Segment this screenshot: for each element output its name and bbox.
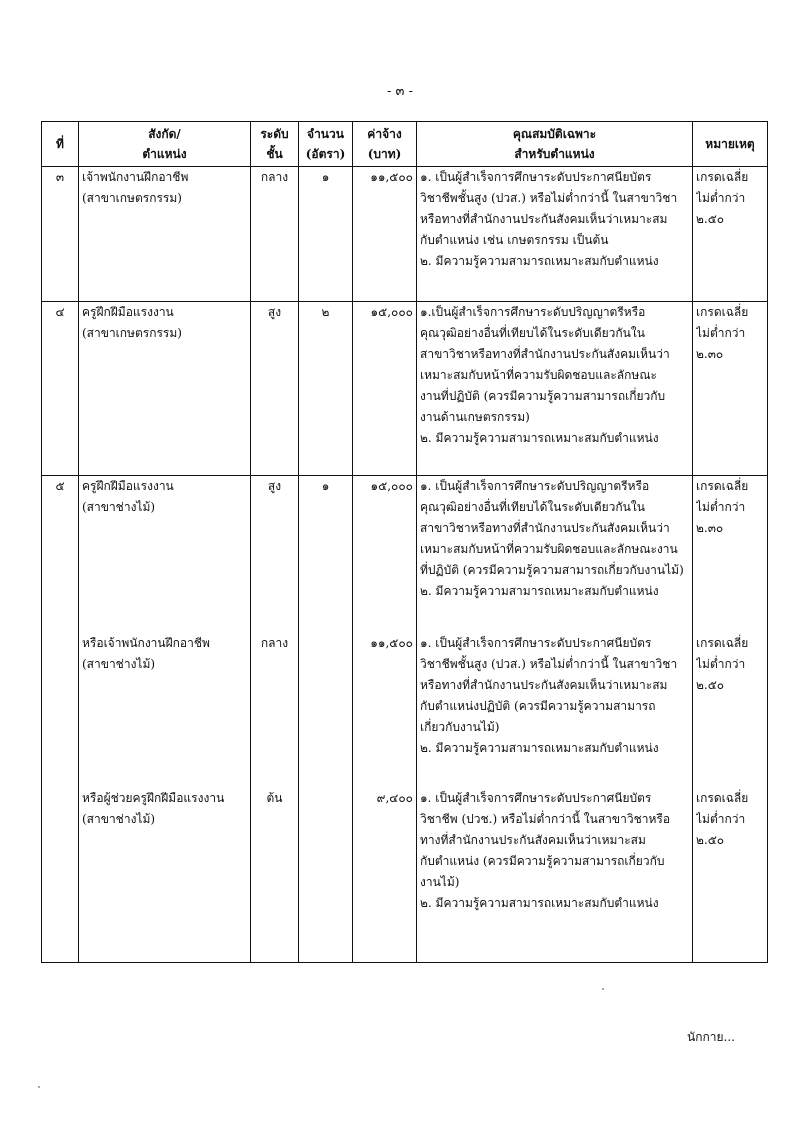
row-no: ๓ bbox=[42, 167, 79, 302]
scan-speck bbox=[38, 1086, 40, 1088]
row-level: ต้น bbox=[251, 788, 299, 963]
header-remark: หมายเหตุ bbox=[693, 122, 768, 167]
row-qualification: ๑.เป็นผู้สำเร็จการศึกษาระดับปริญญาตรีหรือ คุณวุฒิอย่างอื่นที่เทียบได้ในระดับเดียวกันใน สาขาวิชาหรือทางที่สำนักงานประกันสังคมเห็นว่า เหมาะสมกับหน้าที่ความรับผิดชอบและลักษณะ งานที่ปฏิบัติ (ควรมีความรู้ความสามารถเกี่ยวกับ งานด้านเกษตรกรรม) ๒. มีความรู้ความสามารถเหมาะสมกับตำแหน่ง bbox=[417, 302, 693, 476]
row-no bbox=[42, 788, 79, 963]
header-count: จำนวน (อัตรา) bbox=[299, 122, 353, 167]
row-level: สูง bbox=[251, 302, 299, 476]
row-remark: เกรดเฉลี่ย ไม่ต่ำกว่า ๒.๓๐ bbox=[693, 302, 768, 476]
row-count bbox=[299, 788, 353, 963]
position-table bbox=[41, 121, 768, 963]
table-row bbox=[42, 167, 768, 302]
row-position: หรือเจ้าพนักงานฝึกอาชีพ (สาขาช่างไม้) bbox=[79, 633, 251, 788]
row-remark: เกรดเฉลี่ย ไม่ต่ำกว่า ๒.๕๐ bbox=[693, 788, 768, 963]
row-position: หรือผู้ช่วยครูฝึกฝีมือแรงงาน (สาขาช่างไม้) bbox=[79, 788, 251, 963]
header-wage: ค่าจ้าง (บาท) bbox=[353, 122, 417, 167]
row-wage: ๙,๔๐๐ bbox=[353, 788, 417, 963]
row-position: เจ้าพนักงานฝึกอาชีพ (สาขาเกษตรกรรม) bbox=[79, 167, 251, 302]
row-level: กลาง bbox=[251, 633, 299, 788]
row-wage: ๑๕,๐๐๐ bbox=[353, 476, 417, 633]
row-wage: ๑๑,๕๐๐ bbox=[353, 633, 417, 788]
header-level: ระดับ ชั้น bbox=[251, 122, 299, 167]
page-number: - ๓ - bbox=[387, 84, 413, 99]
table-header-row bbox=[42, 122, 768, 167]
scan-speck bbox=[602, 988, 604, 990]
row-position: ครูฝึกฝีมือแรงงาน (สาขาช่างไม้) bbox=[79, 476, 251, 633]
row-qualification: ๑. เป็นผู้สำเร็จการศึกษาระดับปริญญาตรีหรือ คุณวุฒิอย่างอื่นที่เทียบได้ในระดับเดียวกันใน สาขาวิชาหรือทางที่สำนักงานประกันสังคมเห็นว่า เหมาะสมกับหน้าที่ความรับผิดชอบและลักษณะงาน ที่ปฏิบัติ (ควรมีความรู้ความสามารถเกี่ยวกับงานไม้) ๒. มีความรู้ความสามารถเหมาะสมกับตำแหน่ง bbox=[417, 476, 693, 633]
row-level: กลาง bbox=[251, 167, 299, 302]
table-row bbox=[42, 302, 768, 476]
row-qualification: ๑. เป็นผู้สำเร็จการศึกษาระดับประกาศนียบัตร วิชาชีพชั้นสูง (ปวส.) หรือไม่ต่ำกว่านี้ ในสาขาวิชา หรือทางที่สำนักงานประกันสังคมเห็นว่าเหมาะสม กับตำแหน่ง เช่น เกษตรกรรม เป็นต้น ๒. มีความรู้ความสามารถเหมาะสมกับตำแหน่ง bbox=[417, 167, 693, 302]
row-remark: เกรดเฉลี่ย ไม่ต่ำกว่า ๒.๕๐ bbox=[693, 167, 768, 302]
continuation-footer: นักกาย... bbox=[687, 1030, 735, 1044]
row-remark: เกรดเฉลี่ย ไม่ต่ำกว่า ๒.๕๐ bbox=[693, 633, 768, 788]
header-no: ที่ bbox=[42, 122, 79, 167]
table-row bbox=[42, 788, 768, 963]
row-count: ๑ bbox=[299, 476, 353, 633]
row-level: สูง bbox=[251, 476, 299, 633]
row-qualification: ๑. เป็นผู้สำเร็จการศึกษาระดับประกาศนียบัตร วิชาชีพ (ปวช.) หรือไม่ต่ำกว่านี้ ในสาขาวิชาหรือ ทางที่สำนักงานประกันสังคมเห็นว่าเหมาะสม กับตำแหน่ง (ควรมีความรู้ความสามารถเกี่ยวกับ งานไม้) ๒. มีความรู้ความสามารถเหมาะสมกับตำแหน่ง bbox=[417, 788, 693, 963]
row-count: ๒ bbox=[299, 302, 353, 476]
row-no: ๕ bbox=[42, 476, 79, 633]
table-row bbox=[42, 633, 768, 788]
row-remark: เกรดเฉลี่ย ไม่ต่ำกว่า ๒.๓๐ bbox=[693, 476, 768, 633]
row-no: ๔ bbox=[42, 302, 79, 476]
header-position: สังกัด/ ตำแหน่ง bbox=[79, 122, 251, 167]
header-qualification: คุณสมบัติเฉพาะ สำหรับตำแหน่ง bbox=[417, 122, 693, 167]
row-count bbox=[299, 633, 353, 788]
row-wage: ๑๑,๕๐๐ bbox=[353, 167, 417, 302]
row-position: ครูฝึกฝีมือแรงงาน (สาขาเกษตรกรรม) bbox=[79, 302, 251, 476]
row-qualification: ๑. เป็นผู้สำเร็จการศึกษาระดับประกาศนียบัตร วิชาชีพชั้นสูง (ปวส.) หรือไม่ต่ำกว่านี้ ในสาขาวิชา หรือทางที่สำนักงานประกันสังคมเห็นว่าเหมาะสม กับตำแหน่งปฏิบัติ (ควรมีความรู้ความสามารถ เกี่ยวกับงานไม้) ๒. มีความรู้ความสามารถเหมาะสมกับตำแหน่ง bbox=[417, 633, 693, 788]
row-no bbox=[42, 633, 79, 788]
row-count: ๑ bbox=[299, 167, 353, 302]
table-row bbox=[42, 476, 768, 633]
row-wage: ๑๕,๐๐๐ bbox=[353, 302, 417, 476]
